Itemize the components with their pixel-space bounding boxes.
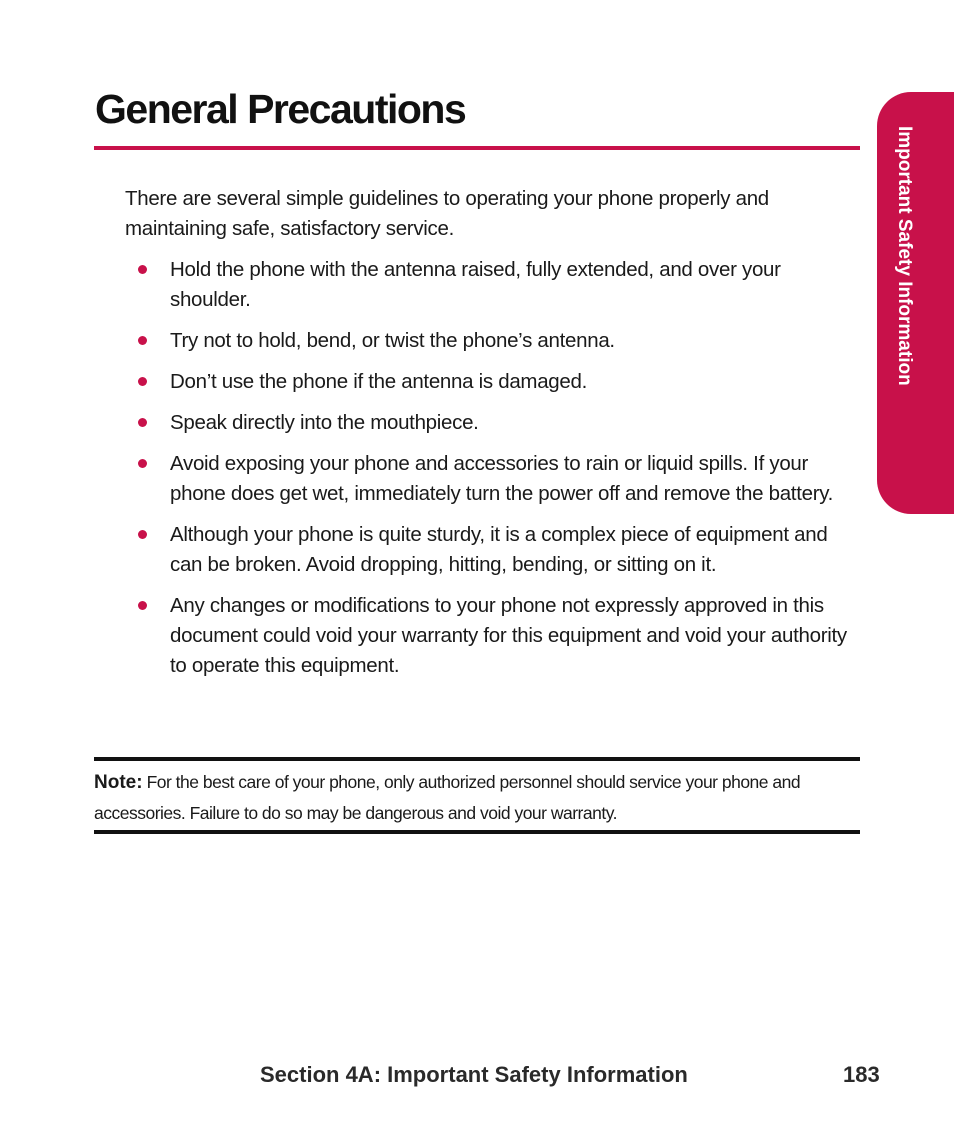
list-item: [125, 520, 855, 580]
bullet-dot-icon: [138, 377, 147, 386]
note-label: Note:: [94, 772, 143, 793]
title-divider: [94, 146, 860, 150]
footer-section-title: Section 4A: Important Safety Information: [260, 1062, 688, 1087]
bullet-dot-icon: [138, 601, 147, 610]
list-item: [125, 367, 855, 397]
list-item: [125, 408, 855, 438]
list-item-text: Speak directly into the mouthpiece.: [170, 411, 479, 434]
precautions-list: [125, 255, 855, 692]
bullet-dot-icon: [138, 265, 147, 274]
page-title: General Precautions: [95, 86, 466, 132]
list-item: [125, 449, 855, 509]
bullet-dot-icon: [138, 459, 147, 468]
bullet-dot-icon: [138, 418, 147, 427]
intro-paragraph: There are several simple guidelines to operating your phone properly and maintaining safe, satisfactory service.: [125, 187, 769, 240]
bullet-dot-icon: [138, 336, 147, 345]
bullet-dot-icon: [138, 530, 147, 539]
list-item-text: Try not to hold, bend, or twist the phone’s antenna.: [170, 329, 615, 352]
note-text: For the best care of your phone, only authorized personnel should service your phone and accessories. Failure to do so may be dangerous and void your warranty.: [94, 772, 801, 823]
list-item-text: Although your phone is quite sturdy, it is a complex piece of equipment and can be broken. Avoid dropping, hitting, bending, or sitting on it.: [170, 523, 828, 576]
list-item: [125, 326, 855, 356]
list-item-text: Avoid exposing your phone and accessories to rain or liquid spills. If your phone does get wet, immediately turn the power off and remove the battery.: [170, 452, 834, 505]
list-item: [125, 591, 855, 681]
list-item-text: Hold the phone with the antenna raised, fully extended, and over your shoulder.: [170, 258, 781, 311]
side-tab-label: Important Safety Information: [894, 126, 915, 386]
note-paragraph: [94, 767, 860, 828]
note-box: [94, 757, 860, 834]
page-number: 183: [843, 1062, 880, 1087]
list-item-text: Don’t use the phone if the antenna is damaged.: [170, 370, 588, 393]
list-item: [125, 255, 855, 315]
list-item-text: Any changes or modifications to your phone not expressly approved in this document could void your warranty for this equipment and void your authority to operate this equipment.: [170, 594, 847, 677]
